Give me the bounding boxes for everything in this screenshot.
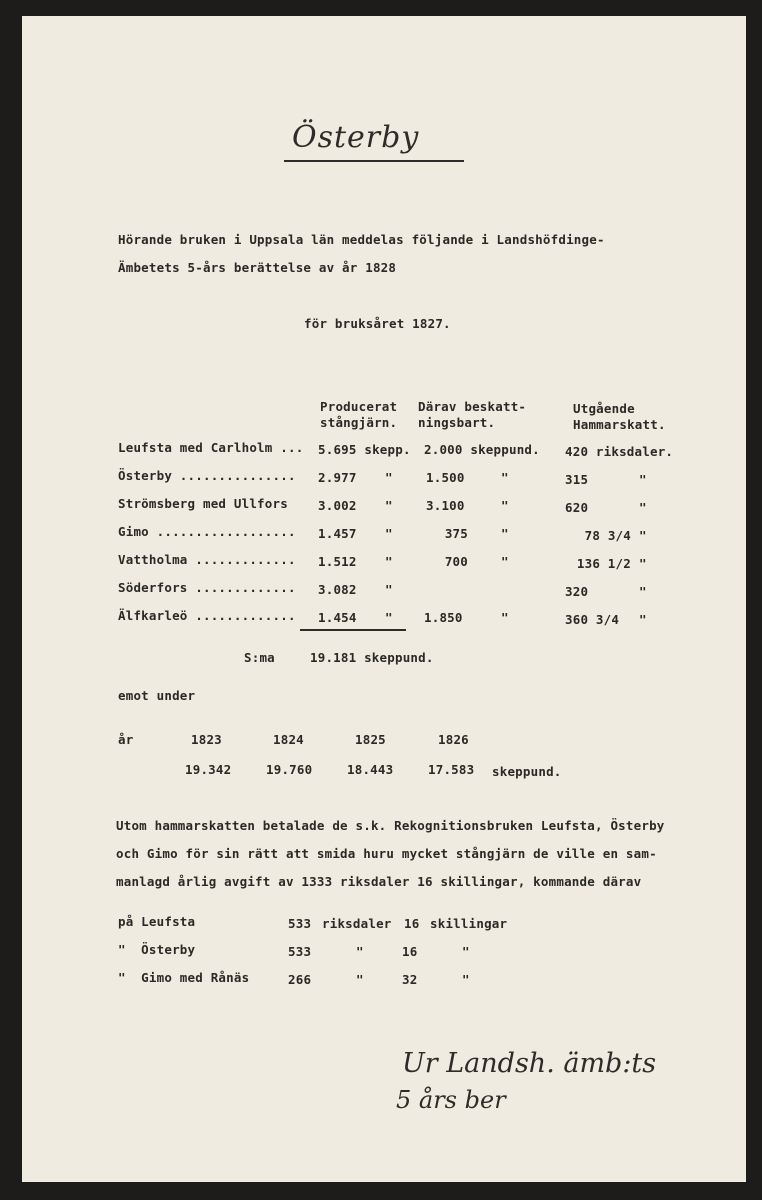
- ditto-mark: ": [501, 526, 509, 541]
- table-row-taxable: 3.100: [426, 498, 465, 513]
- paragraph-line-2: och Gimo för sin rätt att smida huru mycket stångjärn de ville en sam-: [116, 846, 657, 861]
- table-row-produced: 3.082: [318, 582, 357, 597]
- table-row-produced: 3.002: [318, 498, 357, 513]
- table-row-name: Gimo ..................: [118, 524, 296, 539]
- breakdown-name: " Österby: [118, 942, 196, 957]
- sum-label: S:ma: [244, 650, 275, 665]
- document-page: [22, 16, 746, 1182]
- ditto-mark: ": [385, 498, 393, 513]
- ditto-mark: ": [639, 528, 647, 543]
- ditto-mark: ": [385, 526, 393, 541]
- table-row-name: Vattholma .............: [118, 552, 296, 567]
- table-row-tax: 320: [565, 584, 589, 599]
- ditto-mark: ": [385, 554, 393, 569]
- ditto-mark: ": [501, 470, 509, 485]
- header-taxable-1: Därav beskatt-: [418, 399, 527, 414]
- ditto-mark: ": [501, 554, 509, 569]
- ditto-mark: ": [639, 472, 647, 487]
- table-row-produced: 2.977: [318, 470, 357, 485]
- value-1823: 19.342: [185, 762, 232, 777]
- table-row-tax: 136 1/2: [576, 556, 631, 571]
- breakdown-name: på Leufsta: [118, 914, 196, 929]
- breakdown-name: " Gimo med Rånäs: [118, 970, 250, 985]
- header-produced-2: stångjärn.: [320, 415, 398, 430]
- table-row-taxable: 1.500: [426, 470, 465, 485]
- table-row-tax: 315: [565, 472, 589, 487]
- table-row-produced: 1.512: [318, 554, 357, 569]
- ditto-mark: ": [639, 556, 647, 571]
- ditto-mark: ": [639, 612, 647, 627]
- ditto-mark: ": [501, 610, 509, 625]
- breakdown-skilling: 16: [404, 916, 420, 931]
- table-row-taxable: 2.000 skeppund.: [424, 442, 540, 457]
- value-1824: 19.760: [266, 762, 313, 777]
- title-underline: [284, 160, 464, 162]
- breakdown-sk-label: skillingar: [430, 916, 508, 931]
- table-row-produced: 5.695 skepp.: [318, 442, 411, 457]
- breakdown-rd-label: riksdaler: [322, 916, 392, 931]
- year-1826: 1826: [438, 732, 469, 747]
- year-1823: 1823: [191, 732, 222, 747]
- table-row-produced: 1.454: [318, 610, 357, 625]
- paragraph-line-3: manlagd årlig avgift av 1333 riksdaler 16 skillingar, kommande därav: [116, 874, 642, 889]
- sum-value: 19.181 skeppund.: [310, 650, 434, 665]
- table-row-name: Älfkarleö .............: [118, 608, 296, 623]
- table-row-name: Söderfors .............: [118, 580, 296, 595]
- header-outgoing-2: Hammarskatt.: [573, 417, 666, 432]
- breakdown-riksdaler: 533: [288, 916, 312, 931]
- document-title: Österby: [292, 120, 420, 155]
- ditto-mark: ": [639, 500, 647, 515]
- ditto-mark: ": [462, 944, 470, 959]
- ditto-mark: ": [501, 498, 509, 513]
- year-1825: 1825: [355, 732, 386, 747]
- ditto-mark: ": [385, 582, 393, 597]
- comparison-label: emot under: [118, 688, 196, 703]
- table-row-tax: 78 3/4: [584, 528, 631, 543]
- ditto-mark: ": [356, 972, 364, 987]
- paragraph-line-1: Utom hammarskatten betalade de s.k. Rekognitionsbruken Leufsta, Österby: [116, 818, 665, 833]
- source-note-line-1: Ur Landsh. ämb:ts: [402, 1048, 657, 1079]
- table-row-tax: 360 3/4: [565, 612, 620, 627]
- ditto-mark: ": [356, 944, 364, 959]
- year-1824: 1824: [273, 732, 304, 747]
- ditto-mark: ": [639, 584, 647, 599]
- table-row-name: Strömsberg med Ullfors: [118, 496, 288, 511]
- breakdown-skilling: 16: [402, 944, 418, 959]
- table-row-name: Österby ...............: [118, 468, 296, 483]
- source-note-line-2: 5 års ber: [396, 1086, 506, 1114]
- intro-line-2: Ämbetets 5-års berättelse av år 1828: [118, 260, 397, 275]
- table-row-taxable: 1.850: [424, 610, 463, 625]
- table-row-tax: 620: [565, 500, 589, 515]
- ditto-mark: ": [385, 610, 393, 625]
- ditto-mark: ": [462, 972, 470, 987]
- value-1826: 17.583: [428, 762, 475, 777]
- table-row-tax: 420 riksdaler.: [565, 444, 674, 459]
- comparison-unit: skeppund.: [492, 764, 562, 779]
- table-row-taxable: 700: [444, 554, 468, 569]
- header-taxable-2: ningsbart.: [418, 415, 496, 430]
- breakdown-skilling: 32: [402, 972, 418, 987]
- intro-line-1: Hörande bruken i Uppsala län meddelas följande i Landshöfdinge-: [118, 232, 605, 247]
- value-1825: 18.443: [347, 762, 394, 777]
- intro-line-3: för bruksåret 1827.: [304, 316, 451, 331]
- header-produced-1: Producerat: [320, 399, 398, 414]
- header-outgoing-1: Utgående: [573, 401, 635, 416]
- breakdown-riksdaler: 266: [288, 972, 312, 987]
- year-label: år: [118, 732, 134, 747]
- ditto-mark: ": [385, 470, 393, 485]
- sum-rule: [300, 629, 406, 631]
- table-row-name: Leufsta med Carlholm ...: [118, 440, 304, 455]
- breakdown-riksdaler: 533: [288, 944, 312, 959]
- table-row-produced: 1.457: [318, 526, 357, 541]
- table-row-taxable: 375: [444, 526, 468, 541]
